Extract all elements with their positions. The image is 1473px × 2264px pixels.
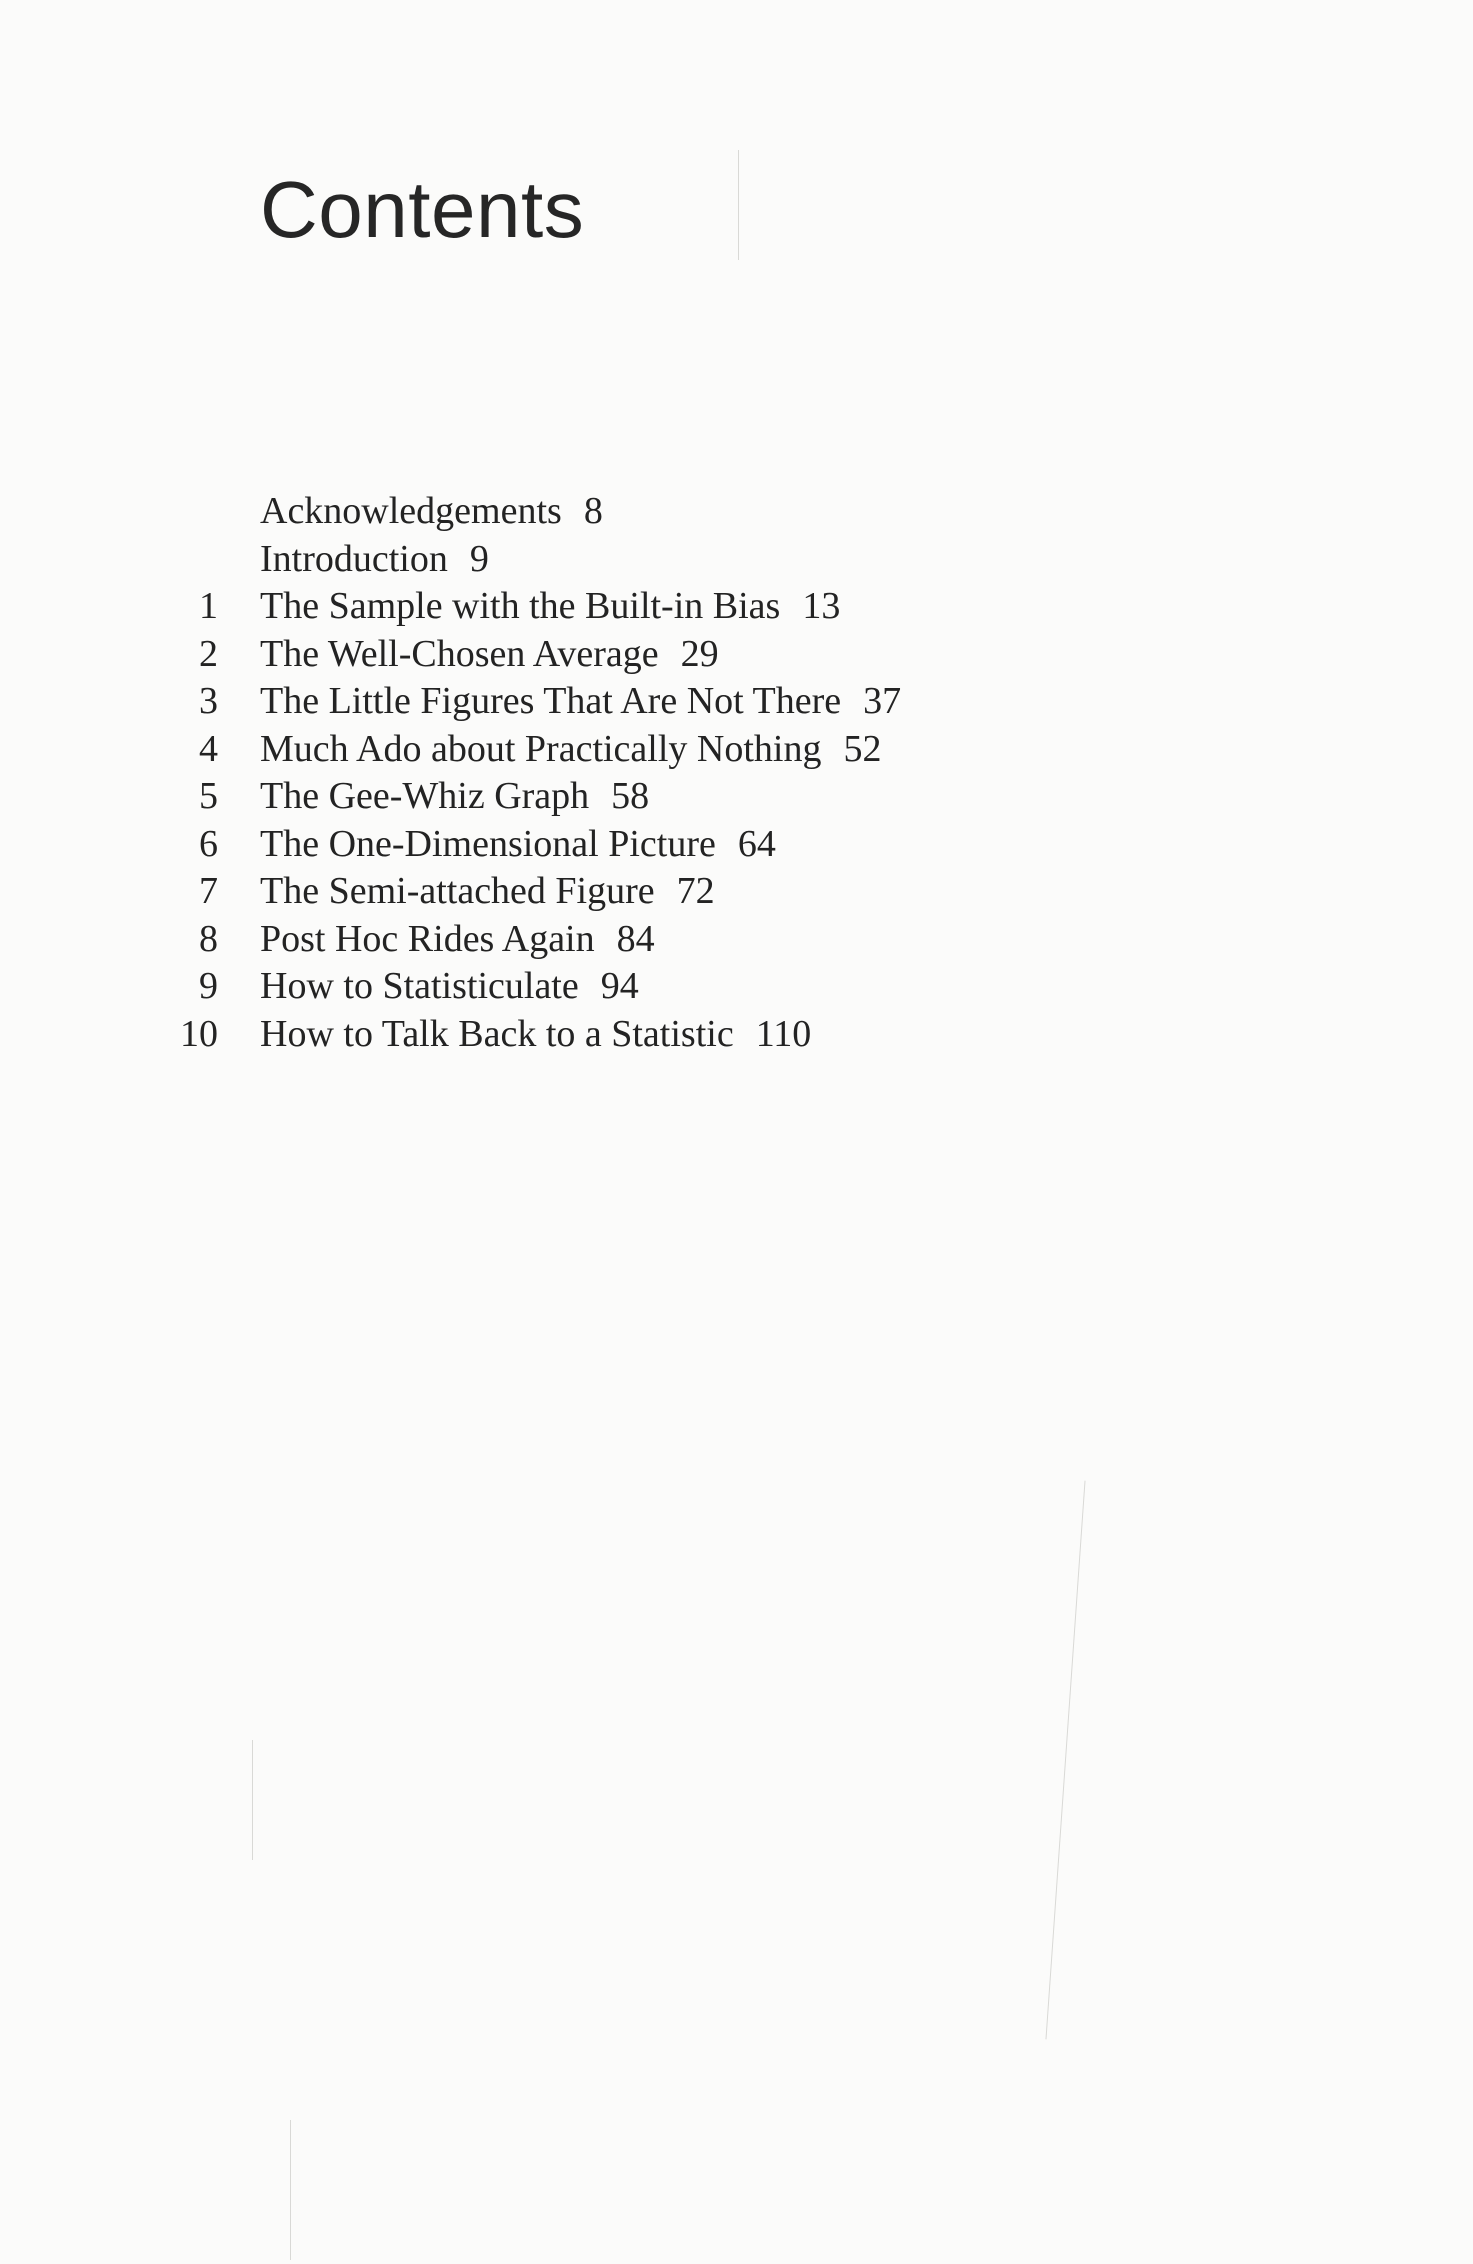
page-number: 29 xyxy=(680,632,719,675)
toc-entry xyxy=(0,631,1473,679)
page-number: 94 xyxy=(600,965,639,1007)
page-number: 110 xyxy=(755,1012,812,1055)
chapter-number: 7 xyxy=(199,870,218,912)
chapter-title: The Sample with the Built-in Bias xyxy=(260,585,781,627)
entry-title-group xyxy=(260,916,655,964)
chapter-number: 3 xyxy=(199,680,218,722)
page-number: 37 xyxy=(863,680,902,722)
chapter-number: 10 xyxy=(180,1012,218,1055)
page-number: 52 xyxy=(843,727,882,770)
chapter-title: The Gee-Whiz Graph xyxy=(260,775,590,817)
toc-entry xyxy=(0,868,1473,916)
chapter-number: 6 xyxy=(199,822,218,865)
page-number: 64 xyxy=(737,822,776,865)
toc-entry xyxy=(0,1011,1473,1059)
toc-entry xyxy=(0,963,1473,1011)
toc-entry xyxy=(0,726,1473,774)
entry-title-group xyxy=(260,963,639,1011)
entry-title-group xyxy=(260,488,603,536)
entry-title-group xyxy=(260,821,776,869)
toc-entry xyxy=(0,916,1473,964)
toc-entry xyxy=(0,488,1473,536)
chapter-title: Much Ado about Practically Nothing xyxy=(260,727,822,770)
entry-title-group xyxy=(260,536,489,584)
scan-artifact-line xyxy=(1045,1481,1085,2040)
entry-title-group xyxy=(260,868,715,916)
scan-artifact-line xyxy=(290,2120,291,2260)
entry-title-group xyxy=(260,583,840,631)
page-number: 13 xyxy=(802,585,841,627)
entry-title-group xyxy=(260,1011,811,1059)
scan-artifact-line xyxy=(252,1740,253,1860)
chapter-number: 4 xyxy=(199,727,218,770)
chapter-title: Post Hoc Rides Again xyxy=(260,917,595,960)
page-number: 72 xyxy=(676,870,715,912)
entry-title-group xyxy=(260,678,901,726)
chapter-title: The One-Dimensional Picture xyxy=(260,822,716,865)
chapter-title: Acknowledgements xyxy=(260,490,562,532)
table-of-contents xyxy=(0,488,1473,1058)
entry-title-group xyxy=(260,726,881,774)
chapter-number: 9 xyxy=(199,965,218,1007)
entry-title-group xyxy=(260,773,649,821)
toc-entry xyxy=(0,821,1473,869)
page-number: 8 xyxy=(583,490,603,532)
page-title: Contents xyxy=(260,165,585,254)
chapter-title: The Well-Chosen Average xyxy=(260,632,659,675)
scan-artifact-line xyxy=(738,150,739,260)
page-number: 84 xyxy=(616,917,655,960)
toc-entry xyxy=(0,773,1473,821)
chapter-number: 1 xyxy=(199,585,218,627)
toc-entry xyxy=(0,536,1473,584)
toc-entry xyxy=(0,678,1473,726)
chapter-title: The Semi-attached Figure xyxy=(260,870,655,912)
chapter-title: How to Talk Back to a Statistic xyxy=(260,1012,734,1055)
chapter-title: The Little Figures That Are Not There xyxy=(260,680,842,722)
toc-entry xyxy=(0,583,1473,631)
page-number: 9 xyxy=(469,537,489,580)
chapter-number: 5 xyxy=(199,775,218,817)
chapter-number: 8 xyxy=(199,917,218,960)
entry-title-group xyxy=(260,631,719,679)
chapter-title: How to Statisticulate xyxy=(260,965,579,1007)
chapter-title: Introduction xyxy=(260,537,448,580)
chapter-number: 2 xyxy=(199,632,218,675)
page-number: 58 xyxy=(611,775,650,817)
